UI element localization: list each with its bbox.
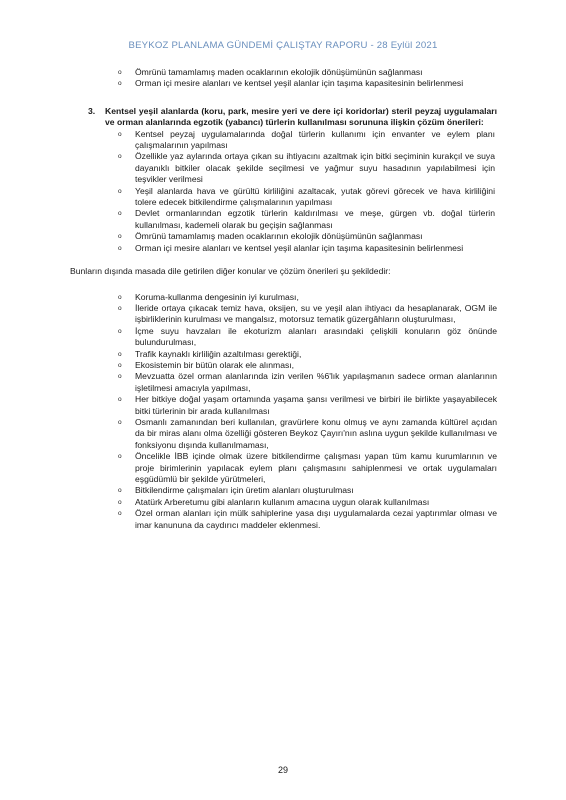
item-heading: Kentsel yeşil alanlarda (koru, park, mesire yeri ve dere içi koridorlar) steril peyzaj uygulamaları ve orman alanlarında egzotik (yabancı) türlerin kullanılması sorununa ilişkin çözüm önerileri: xyxy=(105,105,497,128)
page-number: 29 xyxy=(277,765,288,775)
bullet-icon: o xyxy=(118,69,122,76)
list-item: o Koruma-kullanma dengesinin iyi kurulması, xyxy=(118,291,299,302)
bullet-icon: o xyxy=(118,361,122,369)
bullet-icon: o xyxy=(118,487,122,495)
bullet-icon: o xyxy=(118,396,122,404)
numbered-item-3 xyxy=(88,105,497,129)
running-header: BEYKOZ PLANLAMA GÜNDEMİ ÇALIŞTAY RAPORU - 28 Eylül 2021 xyxy=(128,40,438,51)
list-item: o Bitkilendirme çalışmaları için üretim alanları oluşturulması xyxy=(118,485,354,496)
bullet-icon: o xyxy=(118,453,122,461)
list-item: o Ömrünü tamamlamış maden ocaklarının ekolojik dönüşümünün sağlanması xyxy=(118,231,423,242)
list-item: o Özel orman alanları için mülk sahiplerine yasa dışı uygulamalarda cezai yaptırımlar olması ve imar kanununa da caydırıcı maddeler eklenmesi. xyxy=(118,508,497,530)
list-item: o Mevzuatta özel orman alanlarında izin verilen %6'lık yapılaşmanın sadece orman alanlarının işletilmesi amacıyla yapılması, xyxy=(118,371,497,393)
list-item: o Her bitkiye doğal yaşam ortamında yaşama şansı verilmesi ve birbiri ile birlikte yaşayabilecek bitki türlerinin bir arada kullanılması xyxy=(118,394,497,416)
bullet-icon: o xyxy=(118,80,122,88)
other-topics-list xyxy=(0,292,566,532)
bullet-icon: o xyxy=(118,233,122,241)
bullet-icon: o xyxy=(118,187,122,195)
item3-bullet-list xyxy=(0,129,566,254)
bullet-icon: o xyxy=(118,510,122,518)
bullet-icon: o xyxy=(118,244,122,252)
list-item: o İleride ortaya çıkacak temiz hava, oksijen, su ve yeşil alan ihtiyacı da hesaplanarak, OGM ile işbirliklerinin kurulması ve mangalsız, motorsuz tematik güzergâhların oluşturulması, xyxy=(118,302,497,325)
list-item: o Özellikle yaz aylarında ortaya çıkan su ihtiyacını azaltmak için bitki seçiminin kurakçıl ve suya dayanıklı bitkiler olacak şekilde seçilmesi ve yağmur suyu hasadının yapılabilmesi için teşvikler verilmesi xyxy=(118,151,495,185)
continued-bullet-list xyxy=(0,67,566,90)
list-item: o Öncelikle İBB içinde olmak üzere bitkilendirme çalışması yapan tüm kamu kurumlarının ve proje birimlerinin yapılacak eylem planı çalışmasını sahiplenmesi ve ortak uygulamaları eşgüdümlü bir şekilde yürütmeleri, xyxy=(118,451,497,484)
list-item: o İçme suyu havzaları ile ekoturizm alanları arasındaki çelişkili konuların göz önünde bulundurulması, xyxy=(118,325,497,348)
bullet-icon: o xyxy=(118,293,122,301)
intro-paragraph: Bunların dışında masada dile getirilen diğer konular ve çözüm önerileri şu şekildedir: xyxy=(70,266,391,277)
bullet-icon: o xyxy=(118,350,122,358)
bullet-icon: o xyxy=(118,153,122,161)
item-number: 3. xyxy=(88,105,96,116)
bullet-icon: o xyxy=(118,327,122,335)
list-item: o Devlet ormanlarından egzotik türlerin kaldırılması ve meşe, gürgen vb. doğal türlerin kullanılması, kademeli olarak bu geçişin sağlanması xyxy=(118,208,495,230)
bullet-icon: o xyxy=(118,210,122,218)
bullet-icon: o xyxy=(118,418,122,426)
page-content xyxy=(0,67,566,531)
list-item: o Orman içi mesire alanları ve kentsel yeşil alanlar için taşıma kapasitesinin belirlenmesi xyxy=(118,242,464,253)
list-item: o Kentsel peyzaj uygulamalarında doğal türlerin kullanımı için envanter ve eylem planı çalışmalarının yapılması xyxy=(118,128,495,151)
list-item: o Ekosistemin bir bütün olarak ele alınması, xyxy=(118,359,295,370)
list-item: o Yeşil alanlarda hava ve gürültü kirliliğini azaltacak, yutak görevi görecek ve hava kirliliğini tolere edecek bitkilendirme çalışmalarının yapılması xyxy=(118,185,495,208)
bullet-icon: o xyxy=(118,373,122,381)
list-item: o Trafik kaynaklı kirliliğin azaltılması gerektiği, xyxy=(118,348,302,359)
bullet-icon: o xyxy=(118,498,122,506)
list-item: o Osmanlı zamanından beri kullanılan, gravürlere konu olmuş ve aynı zamanda kültürel açıdan da bir miras alanı olma özelliği gösteren Beykoz Çayırı'nın aslına uygun şekilde kullanılması ve fonksiyonu dışında kullanılmaması, xyxy=(118,416,497,450)
bullet-icon: o xyxy=(118,130,122,138)
list-item: o Ömrünü tamamlamış maden ocaklarının ekolojik dönüşümünün sağlanması xyxy=(118,67,423,77)
list-item: o Orman içi mesire alanları ve kentsel yeşil alanlar için taşıma kapasitesinin belirlenmesi xyxy=(118,78,464,89)
bullet-icon: o xyxy=(118,304,122,312)
list-item: o Atatürk Arberetumu gibi alanların kullanım amacına uygun olarak kullanılması xyxy=(118,496,430,507)
